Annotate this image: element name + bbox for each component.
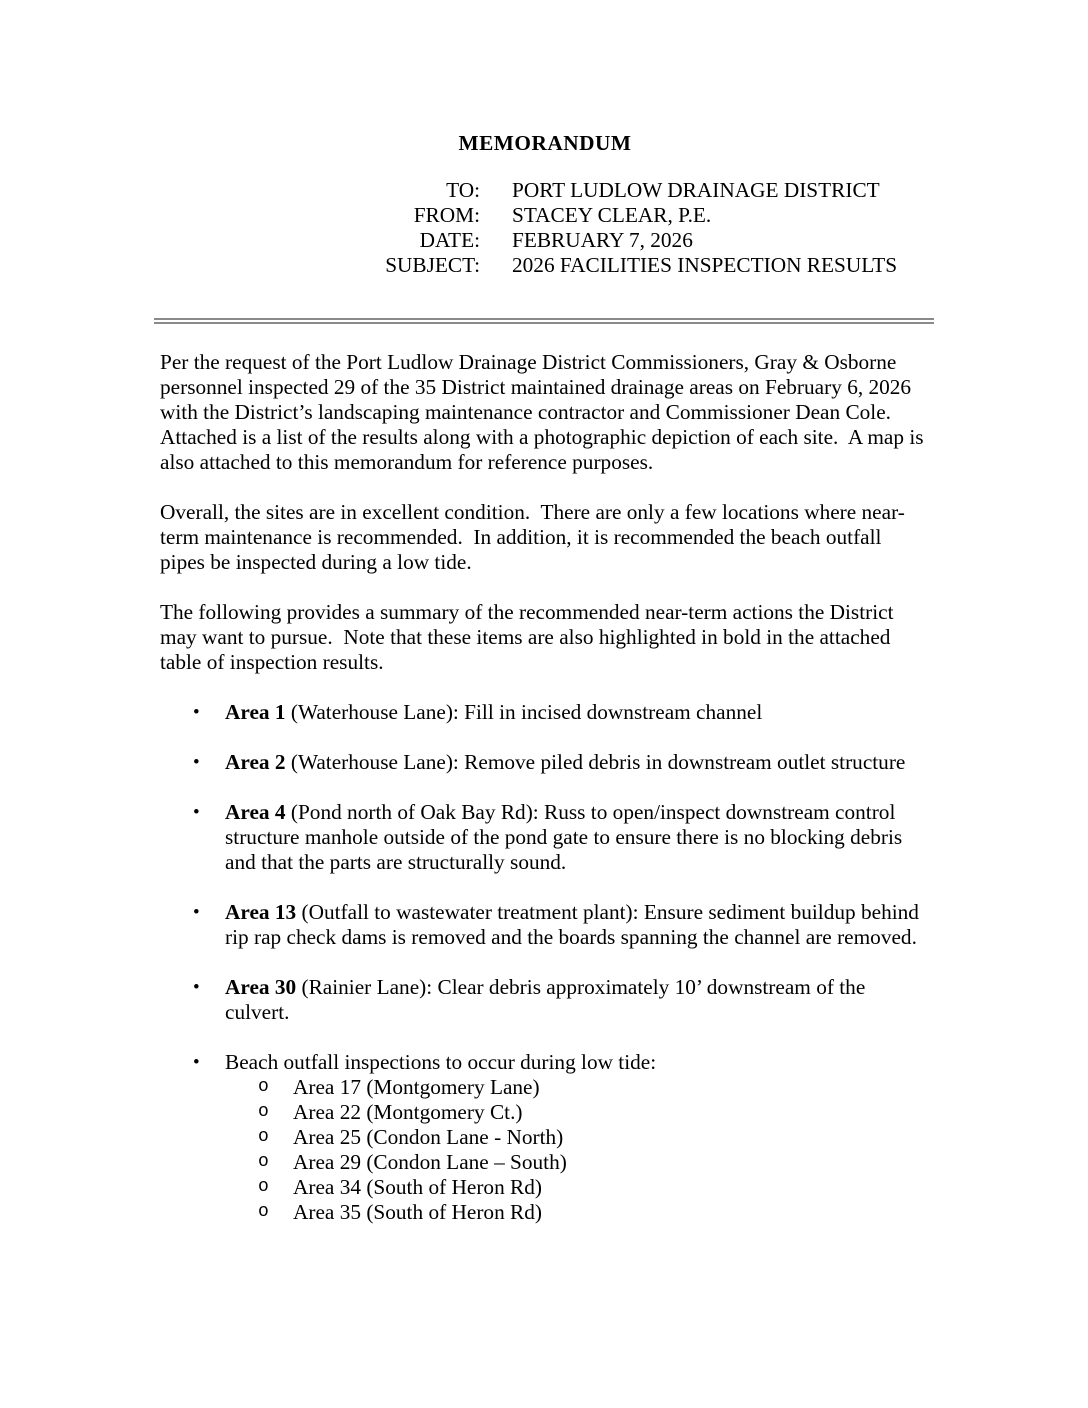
circle-bullet-icon: o xyxy=(258,1152,269,1172)
circle-bullet-icon: o xyxy=(258,1102,269,1122)
bullet-text xyxy=(225,800,930,875)
beach-outfall-detail: Beach outfall inspections to occur during low tide: xyxy=(225,1050,657,1074)
area-2-label: Area 2 xyxy=(225,750,286,774)
bullet-text xyxy=(225,975,930,1025)
paragraph-overall: Overall, the sites are in excellent condition. There are only a few locations where near-term maintenance is recommended. In addition, it is recommended the beach outfall pipes be inspected during a low tide. xyxy=(160,500,905,574)
memo-date-label: DATE: xyxy=(419,228,480,252)
bullet-text xyxy=(225,1050,930,1075)
recommendation-list xyxy=(160,700,930,1225)
sub-item-area-22 xyxy=(160,1100,930,1125)
memo-date-value: FEBRUARY 7, 2026 xyxy=(512,228,693,252)
area-4-label: Area 4 xyxy=(225,800,286,824)
sub-item-text: Area 25 (Condon Lane - North) xyxy=(293,1125,564,1149)
beach-outfall-sublist xyxy=(160,1075,930,1225)
bullet-icon: • xyxy=(193,977,200,998)
memo-from-label: FROM: xyxy=(413,203,480,227)
memo-to-value: PORT LUDLOW DRAINAGE DISTRICT xyxy=(512,178,880,202)
bullet-icon: • xyxy=(193,702,200,723)
paragraph-intro: Per the request of the Port Ludlow Drainage District Commissioners, Gray & Osborne personnel inspected 29 of the 35 District maintained drainage areas on February 6, 2026 with the District’s landscaping maintenance contractor and Commissioner Dean Cole. Attached is a list of the results along with a photographic depiction of each site. A map is also attached to this memorandum for reference purposes. xyxy=(160,350,929,474)
sub-item-text: Area 29 (Condon Lane – South) xyxy=(293,1150,567,1174)
memo-header-block xyxy=(160,178,930,278)
paragraph-summary-intro: The following provides a summary of the recommended near-term actions the District may want to pursue. Note that these items are also highlighted in bold in the attached table of inspection results. xyxy=(160,600,899,674)
memo-subject-value: 2026 FACILITIES INSPECTION RESULTS xyxy=(512,253,898,277)
list-item-area-1 xyxy=(160,700,930,725)
area-4-detail: (Pond north of Oak Bay Rd): Russ to open/inspect downstream control structure manhole outside of the pond gate to ensure there is no blocking debris and that the parts are structurally sound. xyxy=(225,800,908,874)
circle-bullet-icon: o xyxy=(258,1177,269,1197)
sub-item-area-35 xyxy=(160,1200,930,1225)
list-item-beach-outfall xyxy=(160,1050,930,1075)
area-30-label: Area 30 xyxy=(225,975,297,999)
area-1-detail: (Waterhouse Lane): Fill in incised downstream channel xyxy=(285,700,763,724)
sub-item-text: Area 22 (Montgomery Ct.) xyxy=(293,1100,523,1124)
area-13-detail: (Outfall to wastewater treatment plant): Ensure sediment buildup behind rip rap check dams is removed and the boards spanning the channel are removed. xyxy=(225,900,925,949)
header-divider-rule xyxy=(154,318,934,324)
list-item-area-13 xyxy=(160,900,930,950)
area-13-label: Area 13 xyxy=(225,900,297,924)
bullet-text xyxy=(225,700,930,725)
area-30-detail: (Rainier Lane): Clear debris approximately 10’ downstream of the culvert. xyxy=(225,975,871,1024)
sub-item-area-29 xyxy=(160,1150,930,1175)
sub-item-text: Area 17 (Montgomery Lane) xyxy=(293,1075,540,1099)
bullet-text xyxy=(225,750,930,775)
area-2-detail: (Waterhouse Lane): Remove piled debris in downstream outlet structure xyxy=(285,750,906,774)
sub-item-text: Area 35 (South of Heron Rd) xyxy=(293,1200,543,1224)
memo-to-label: TO: xyxy=(446,178,480,202)
circle-bullet-icon: o xyxy=(258,1127,269,1147)
circle-bullet-icon: o xyxy=(258,1077,269,1097)
list-item-area-2 xyxy=(160,750,930,775)
sub-item-area-17 xyxy=(160,1075,930,1100)
bullet-icon: • xyxy=(193,902,200,923)
bullet-icon: • xyxy=(193,752,200,773)
sub-item-area-34 xyxy=(160,1175,930,1200)
list-item-area-4 xyxy=(160,800,930,875)
sub-item-text: Area 34 (South of Heron Rd) xyxy=(293,1175,543,1199)
list-item-area-30 xyxy=(160,975,930,1025)
memo-subject-label: SUBJECT: xyxy=(385,253,480,277)
bullet-icon: • xyxy=(193,802,200,823)
area-1-label: Area 1 xyxy=(225,700,286,724)
bullet-icon: • xyxy=(193,1052,200,1073)
circle-bullet-icon: o xyxy=(258,1202,269,1222)
memo-from-value: STACEY CLEAR, P.E. xyxy=(512,203,712,227)
memo-title: MEMORANDUM xyxy=(458,131,632,155)
bullet-text xyxy=(225,900,930,950)
sub-item-area-25 xyxy=(160,1125,930,1150)
